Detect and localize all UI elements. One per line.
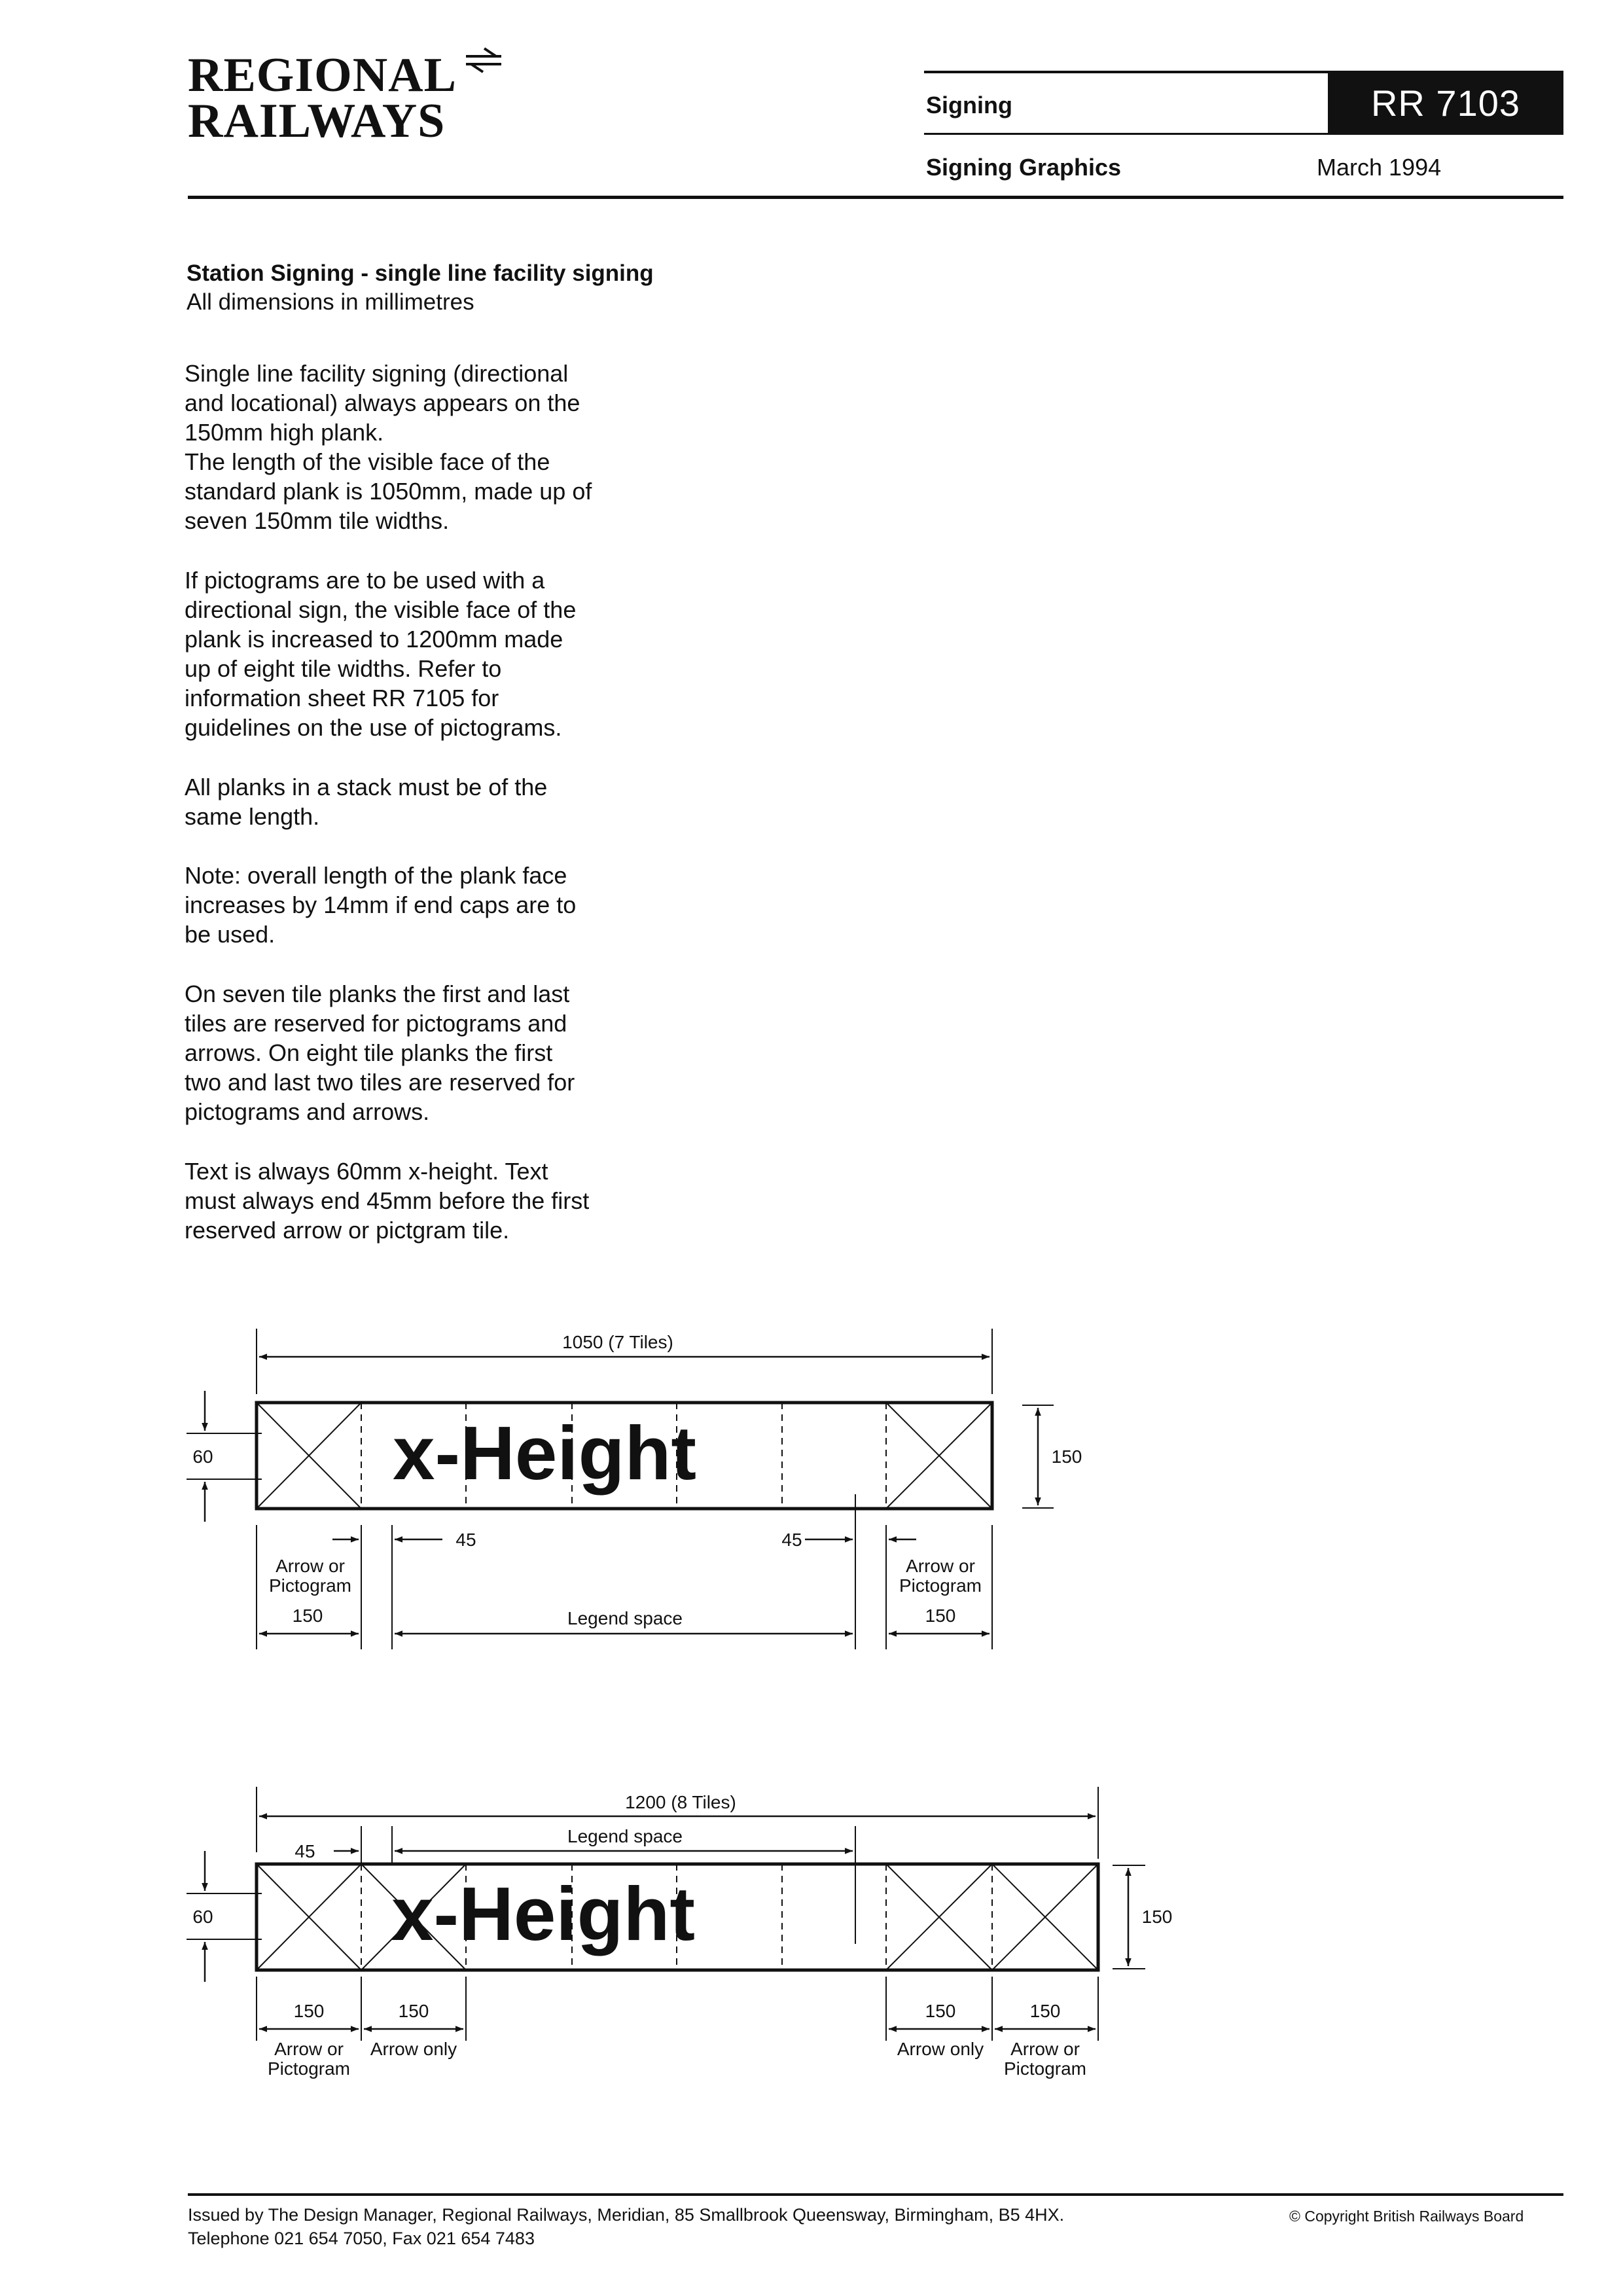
gap-left-label: 45 bbox=[294, 1841, 315, 1861]
text-line: The length of the visible face of the bbox=[185, 448, 550, 475]
right-tile-label-line-2: Pictogram bbox=[899, 1575, 982, 1596]
legend-space-label: Legend space bbox=[567, 1608, 683, 1628]
logo-line-2: RAILWAYS bbox=[188, 94, 446, 148]
tile-2-label: Arrow only bbox=[370, 2039, 457, 2059]
left-tile-label-line-2: Pictogram bbox=[268, 1575, 352, 1596]
tile-8-label-line-1: Arrow or bbox=[1010, 2039, 1080, 2059]
text-line: seven 150mm tile widths. bbox=[185, 507, 450, 534]
text-line: Text is always 60mm x-height. Text bbox=[185, 1158, 548, 1185]
text-line: plank is increased to 1200mm made bbox=[185, 626, 563, 653]
text-line: pictograms and arrows. bbox=[185, 1098, 430, 1125]
tile-7-label: Arrow only bbox=[897, 2039, 984, 2059]
right-tile-width-label: 150 bbox=[925, 1605, 956, 1626]
gap-right-label: 45 bbox=[781, 1530, 802, 1550]
section-subtitle: All dimensions in millimetres bbox=[187, 289, 474, 315]
text-line: information sheet RR 7105 for bbox=[185, 685, 499, 711]
document-code-badge: RR 7103 bbox=[1328, 71, 1563, 135]
text-line: Note: overall length of the plank face bbox=[185, 862, 567, 889]
tile-7-width-label: 150 bbox=[925, 2001, 956, 2021]
left-tile-label-line-1: Arrow or bbox=[276, 1556, 345, 1576]
overall-dimension-label: 1200 (8 Tiles) bbox=[625, 1792, 736, 1812]
text-line: On seven tile planks the first and last bbox=[185, 980, 570, 1007]
footer-contact: Telephone 021 654 7050, Fax 021 654 7483 bbox=[188, 2229, 535, 2248]
text-line: two and last two tiles are reserved for bbox=[185, 1069, 575, 1096]
text-line: directional sign, the visible face of the bbox=[185, 596, 577, 623]
x-height-dimension-label: 60 bbox=[192, 1446, 213, 1467]
document-date: March 1994 bbox=[1317, 154, 1442, 181]
gap-left-label: 45 bbox=[455, 1530, 476, 1550]
footer-copyright: © Copyright British Railways Board bbox=[1289, 2208, 1524, 2225]
x-height-dimension-label: 60 bbox=[192, 1907, 213, 1927]
text-line: and locational) always appears on the bbox=[185, 389, 580, 416]
right-tile-label-line-1: Arrow or bbox=[906, 1556, 975, 1576]
text-line: must always end 45mm before the first bbox=[185, 1187, 590, 1214]
document-category: Signing bbox=[926, 92, 1012, 118]
logo-line-1: REGIONAL bbox=[188, 48, 457, 102]
tile-1-label-line-1: Arrow or bbox=[274, 2039, 344, 2059]
text-line: If pictograms are to be used with a bbox=[185, 567, 545, 594]
overall-dimension-label: 1050 (7 Tiles) bbox=[562, 1332, 673, 1352]
tile-8-label-line-2: Pictogram bbox=[1003, 2058, 1087, 2079]
legend-space-label: Legend space bbox=[567, 1826, 683, 1846]
plank-height-label: 150 bbox=[1051, 1446, 1082, 1467]
left-tile-width-label: 150 bbox=[292, 1605, 323, 1626]
text-line: arrows. On eight tile planks the first bbox=[185, 1039, 553, 1066]
text-line: be used. bbox=[185, 921, 276, 948]
text-line: up of eight tile widths. Refer to bbox=[185, 655, 502, 682]
text-line: Single line facility signing (directional bbox=[185, 360, 569, 387]
x-height-sample-text: x-Height bbox=[393, 1410, 696, 1496]
text-line: reserved arrow or pictgram tile. bbox=[185, 1217, 510, 1244]
text-line: 150mm high plank. bbox=[185, 419, 384, 446]
text-line: standard plank is 1050mm, made up of bbox=[185, 478, 592, 505]
footer-rule bbox=[188, 2193, 1563, 2196]
document-subtitle: Signing Graphics bbox=[926, 154, 1122, 181]
tile-1-label-line-2: Pictogram bbox=[267, 2058, 351, 2079]
tile-8-width-label: 150 bbox=[1029, 2001, 1061, 2021]
text-line: increases by 14mm if end caps are to bbox=[185, 891, 577, 918]
footer-issuer: Issued by The Design Manager, Regional Railways, Meridian, 85 Smallbrook Queensway, Birmingham, B5 4HX. bbox=[188, 2205, 1065, 2225]
plank-height-label: 150 bbox=[1141, 1907, 1173, 1927]
text-line: tiles are reserved for pictograms and bbox=[185, 1010, 567, 1037]
x-height-sample-text: x-Height bbox=[391, 1871, 695, 1956]
tile-1-width-label: 150 bbox=[293, 2001, 325, 2021]
text-line: guidelines on the use of pictograms. bbox=[185, 714, 562, 741]
tile-2-width-label: 150 bbox=[398, 2001, 429, 2021]
section-title: Station Signing - single line facility signing bbox=[187, 260, 654, 286]
text-line: All planks in a stack must be of the bbox=[185, 774, 548, 800]
text-line: same length. bbox=[185, 803, 320, 830]
